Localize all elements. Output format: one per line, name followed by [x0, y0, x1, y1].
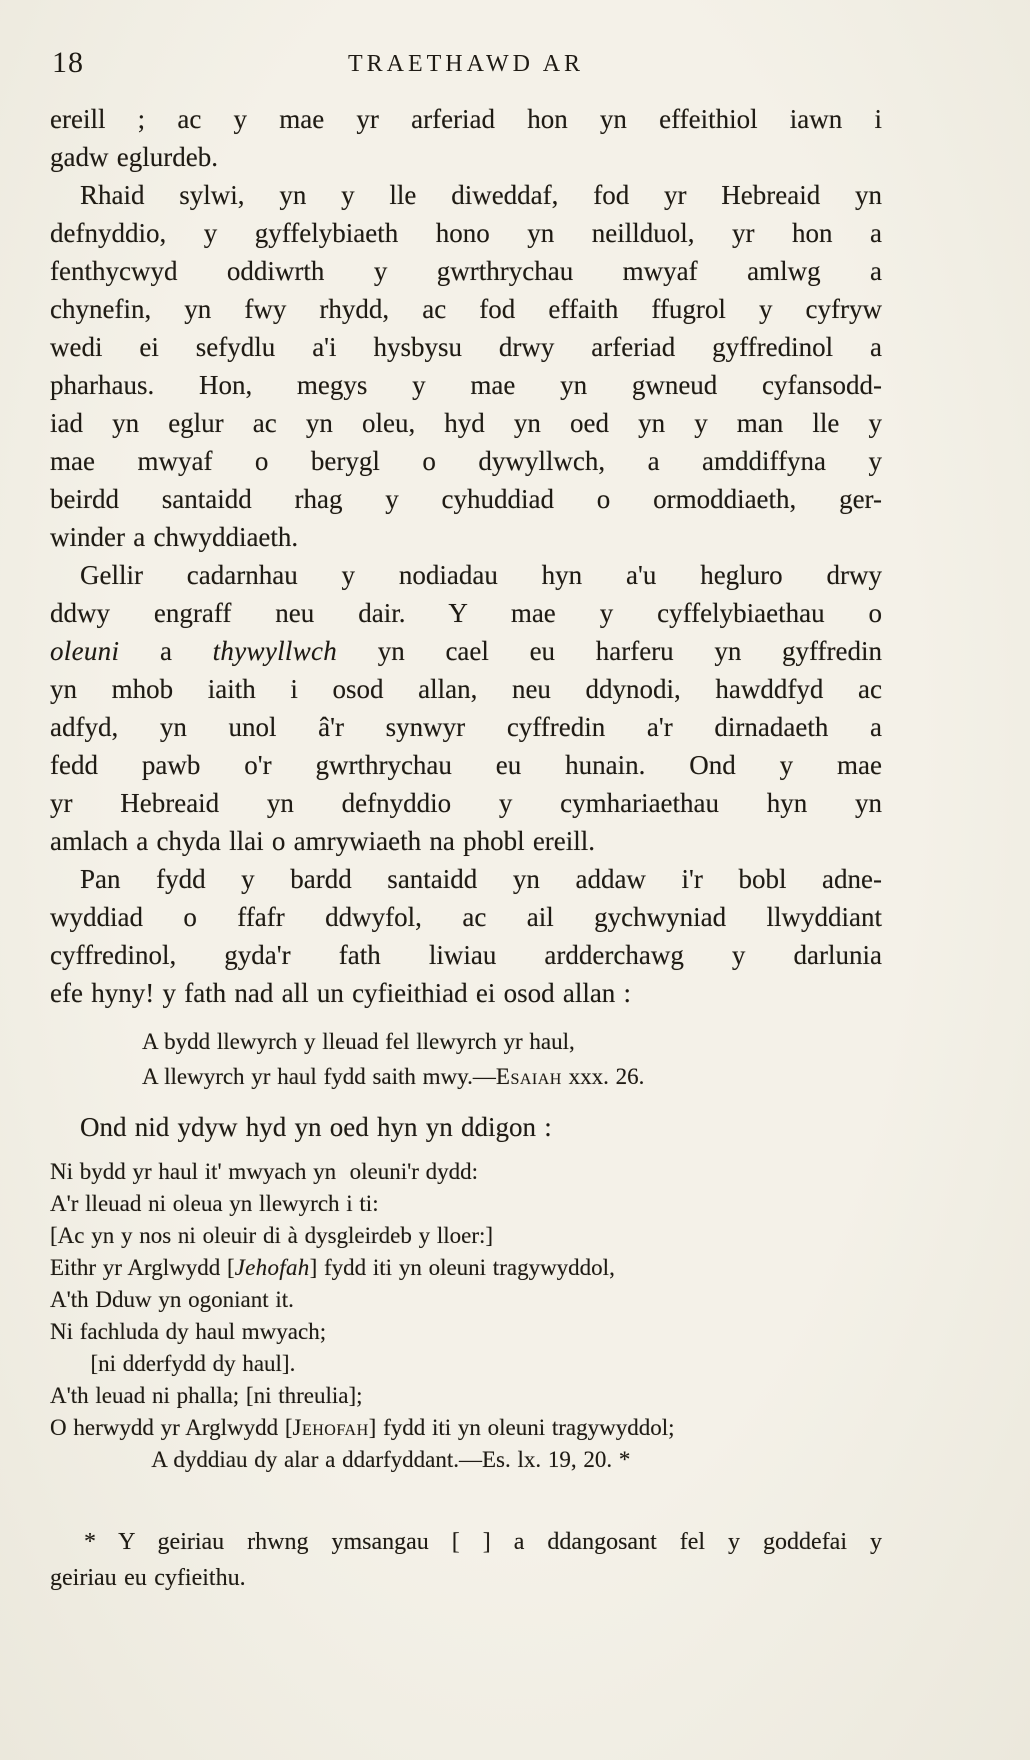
- text-line: O herwydd yr Arglwydd [Jehofah] fydd iti yn oleuni tragywyddol;: [50, 1415, 675, 1440]
- text-line: Gellir cadarnhau y nodiadau hyn a'u hegluro drwy: [80, 560, 882, 590]
- text-line: ddwy engraff neu dair. Y mae y cyffelybiaethau o: [50, 598, 882, 628]
- text-line: [Ac yn y nos ni oleuir di à dysgleirdeb y lloer:]: [50, 1223, 494, 1248]
- running-title: TRAETHAWD AR: [347, 51, 585, 77]
- text-line: * Y geiriau rhwng ymsangau [ ] a ddangosant fel y goddefai y: [84, 1529, 882, 1555]
- text-line: pharhaus. Hon, megys y mae yn gwneud cyfansodd-: [50, 370, 882, 400]
- text-line: cyffredinol, gyda'r fath liwiau ardderchawg y darlunia: [50, 940, 882, 970]
- text-line: A bydd llewyrch y lleuad fel llewyrch yr haul,: [142, 1029, 575, 1054]
- scripture-quote: [142, 1024, 882, 1094]
- text-line: A'th Dduw yn ogoniant it.: [50, 1287, 294, 1312]
- text-line: A'th leuad ni phalla; [ni threulia];: [50, 1383, 363, 1408]
- footnote: [50, 1524, 882, 1596]
- verse-block: [50, 1156, 882, 1476]
- text-line: [ni dderfydd dy haul].: [50, 1351, 296, 1376]
- text-line: ereill ; ac y mae yr arferiad hon yn effeithiol iawn i: [50, 104, 882, 134]
- text-line: defnyddio, y gyffelybiaeth hono yn neillduol, yr hon a: [50, 218, 882, 248]
- text-line: A dyddiau dy alar a ddarfyddant.—Es. lx. 19, 20. *: [50, 1447, 631, 1472]
- text-line: wedi ei sefydlu a'i hysbysu drwy arferiad gyffredinol a: [50, 332, 882, 362]
- text-line: oleuni a thywyllwch yn cael eu harferu yn gyffredin: [50, 636, 882, 666]
- paragraph: [50, 860, 882, 1012]
- text-line: amlach a chyda llai o amrywiaeth na phobl ereill.: [50, 826, 596, 856]
- text-body: [50, 100, 882, 1596]
- text-line: chynefin, yn fwy rhydd, ac fod effaith ffugrol y cyfryw: [50, 294, 882, 324]
- text-line: fedd pawb o'r gwrthrychau eu hunain. Ond y mae: [50, 750, 882, 780]
- page-number: 18: [52, 46, 84, 79]
- text-line: efe hyny! y fath nad all un cyfieithiad ei osod allan :: [50, 978, 632, 1008]
- paragraph: [50, 176, 882, 556]
- paragraph: [50, 1108, 882, 1146]
- text-line: mae mwyaf o berygl o dywyllwch, a amddiffyna y: [50, 446, 882, 476]
- text-line: adfyd, yn unol â'r synwyr cyffredin a'r dirnadaeth a: [50, 712, 882, 742]
- text-line: geiriau eu cyfieithu.: [50, 1565, 246, 1591]
- paragraph-continuation: [50, 100, 882, 176]
- text-line: Ond nid ydyw hyd yn oed hyn yn ddigon :: [80, 1112, 552, 1142]
- paragraph: [50, 556, 882, 860]
- text-line: Eithr yr Arglwydd [Jehofah] fydd iti yn oleuni tragywyddol,: [50, 1255, 615, 1280]
- text-line: Rhaid sylwi, yn y lle diweddaf, fod yr Hebreaid yn: [80, 180, 882, 210]
- text-line: gadw eglurdeb.: [50, 142, 218, 172]
- text-line: Ni fachluda dy haul mwyach;: [50, 1319, 327, 1344]
- text-line: Pan fydd y bardd santaidd yn addaw i'r bobl adne-: [80, 864, 882, 894]
- text-line: yn mhob iaith i osod allan, neu ddynodi, hawddfyd ac: [50, 674, 882, 704]
- text-line: Ni bydd yr haul it' mwyach yn oleuni'r dydd:: [50, 1159, 479, 1184]
- text-line: wyddiad o ffafr ddwyfol, ac ail gychwyniad llwyddiant: [50, 902, 882, 932]
- text-line: A llewyrch yr haul fydd saith mwy.—Esaiah xxx. 26.: [142, 1064, 645, 1089]
- text-line: fenthycwyd oddiwrth y gwrthrychau mwyaf amlwg a: [50, 256, 882, 286]
- text-line: winder a chwyddiaeth.: [50, 522, 299, 552]
- text-line: A'r lleuad ni oleua yn llewyrch i ti:: [50, 1191, 379, 1216]
- text-line: beirdd santaidd rhag y cyhuddiad o ormoddiaeth, ger-: [50, 484, 882, 514]
- page-header: [50, 46, 882, 82]
- text-line: yr Hebreaid yn defnyddio y cymhariaethau hyn yn: [50, 788, 882, 818]
- text-line: iad yn eglur ac yn oleu, hyd yn oed yn y man lle y: [50, 408, 882, 438]
